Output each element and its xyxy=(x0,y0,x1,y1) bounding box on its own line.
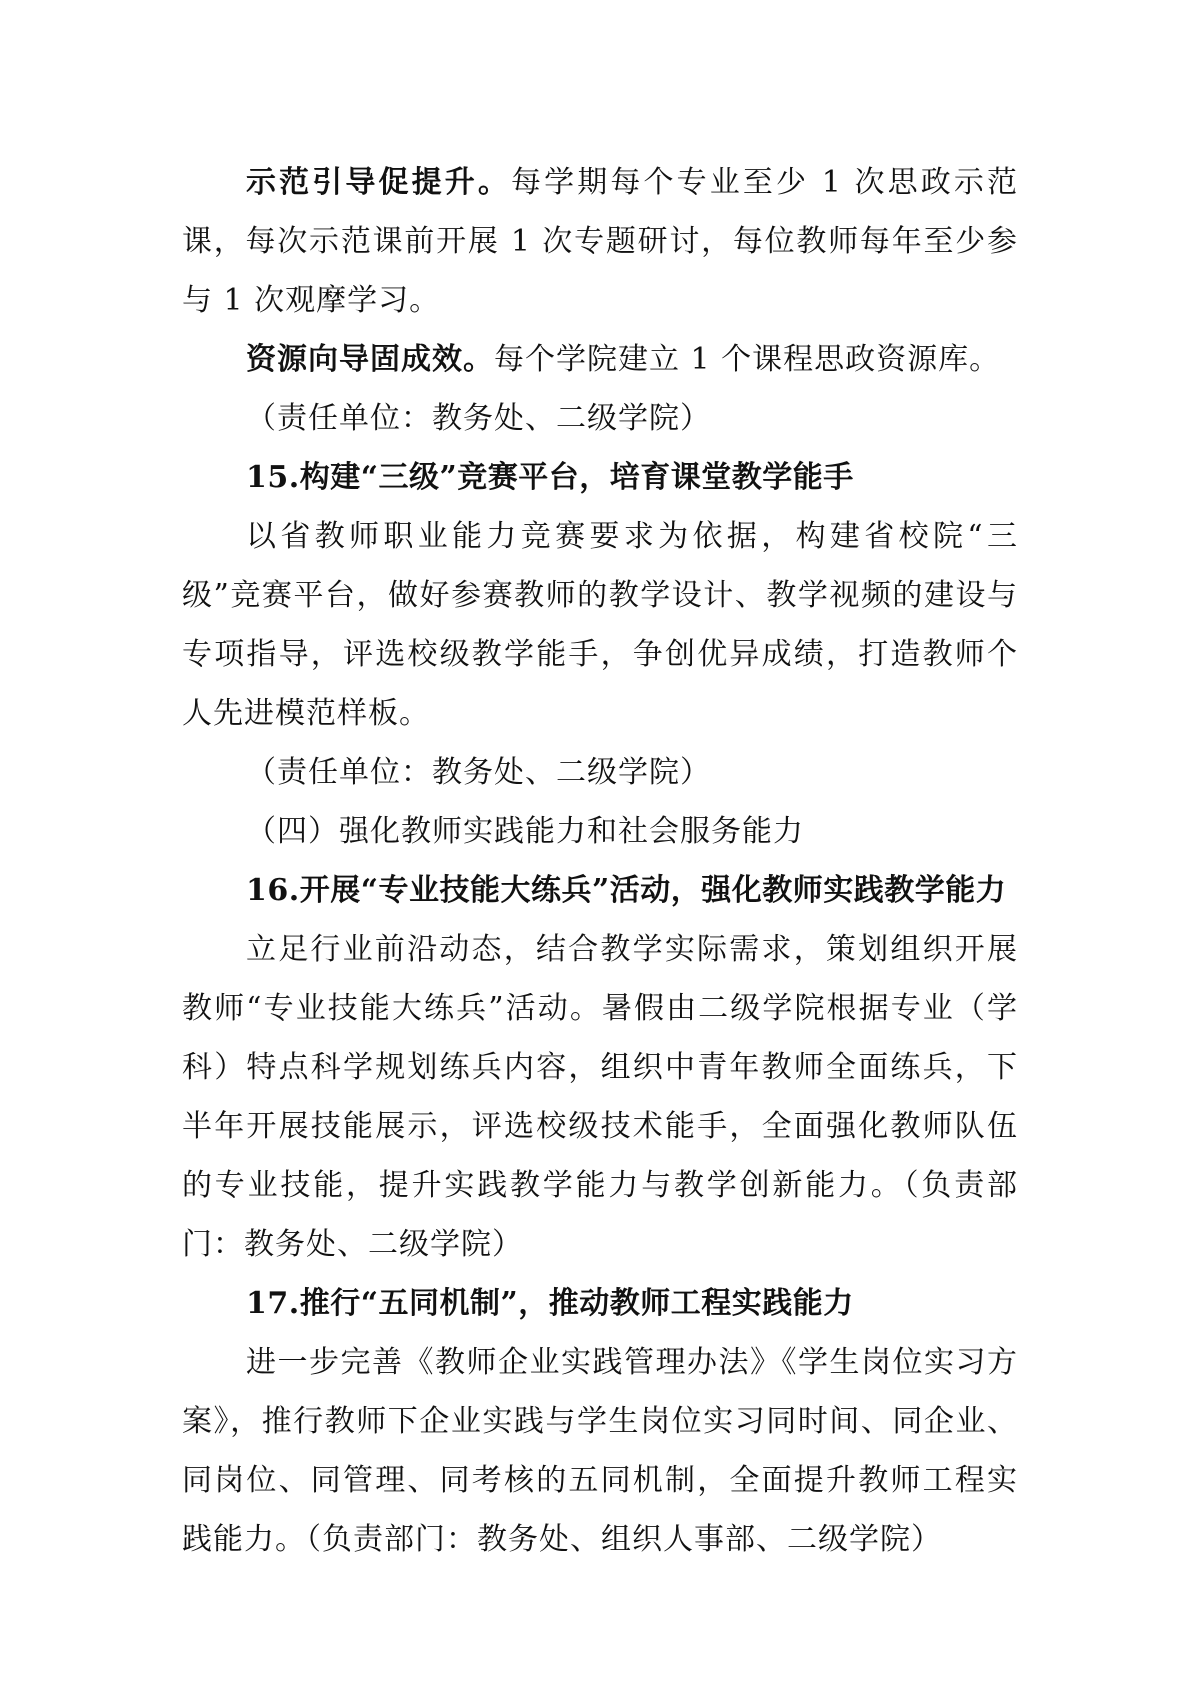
heading-item-17: 17.推行“五同机制”，推动教师工程实践能力 xyxy=(246,1286,854,1321)
paragraph-item-15: 以省教师职业能力竞赛要求为依据，构建省校院“三级”竞赛平台，做好参赛教师的教学设计、教学视频的建设与专项指导，评选校级教学能手，争创优异成绩，打造教师个人先进模范样板。 xyxy=(182,519,1018,731)
paragraph-lead-resources: 资源向导固成效。 xyxy=(246,342,494,377)
paragraph-item-16: 立足行业前沿动态，结合教学实际需求，策划组织开展教师“专业技能大练兵”活动。暑假由二级学院根据专业（学科）特点科学规划练兵内容，组织中青年教师全面练兵，下半年开展技能展示，评选校级技术能手，全面强化教师队伍的专业技能，提升实践教学能力与教学创新能力。（负责部门：教务处、二级学院） xyxy=(182,932,1018,1262)
paragraph-resources xyxy=(182,330,1018,389)
responsibility-note-1: （责任单位：教务处、二级学院） xyxy=(246,401,711,436)
document-body xyxy=(182,153,1018,1569)
paragraph-text-resources: 每个学院建立 1 个课程思政资源库。 xyxy=(494,342,1001,377)
heading-item-16: 16.开展“专业技能大练兵”活动，强化教师实践教学能力 xyxy=(246,873,1007,908)
heading-item-15: 15.构建“三级”竞赛平台，培育课堂教学能手 xyxy=(246,460,854,495)
paragraph-text-demonstration: 每学期每个专业至少 1 次思政示范课，每次示范课前开展 1 次专题研讨，每位教师每年至少参与 1 次观摩学习。 xyxy=(182,165,1018,318)
paragraph-demonstration xyxy=(182,153,1018,330)
paragraph-item-17: 进一步完善《教师企业实践管理办法》《学生岗位实习方案》，推行教师下企业实践与学生岗位实习同时间、同企业、同岗位、同管理、同考核的五同机制，全面提升教师工程实践能力。（负责部门：教务处、组织人事部、二级学院） xyxy=(182,1345,1018,1557)
paragraph-lead-demonstration: 示范引导促提升。 xyxy=(246,165,511,200)
section-heading-4: （四）强化教师实践能力和社会服务能力 xyxy=(246,814,804,849)
responsibility-note-2: （责任单位：教务处、二级学院） xyxy=(246,755,711,790)
